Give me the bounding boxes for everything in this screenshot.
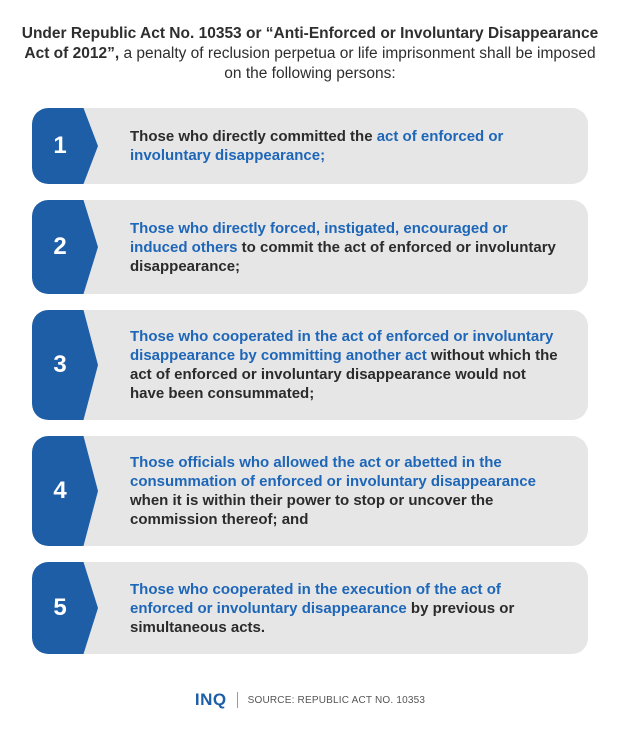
list-item xyxy=(32,310,588,420)
list-item xyxy=(32,200,588,294)
list-item xyxy=(32,108,588,184)
item-text: Those who directly forced, instigated, encouraged or induced others to commit the act of enforced or involuntary disappearance; xyxy=(130,219,556,275)
persons-list xyxy=(32,108,588,670)
item-number: 4 xyxy=(53,477,67,504)
footer xyxy=(0,690,620,710)
item-number: 2 xyxy=(53,233,67,260)
item-number: 5 xyxy=(53,594,67,621)
list-item xyxy=(32,562,588,654)
intro-text xyxy=(20,24,600,84)
intro-rest: a penalty of reclusion perpetua or life imprisonment shall be imposed on the following persons: xyxy=(119,45,596,82)
item-text: Those who directly committed the act of enforced or involuntary disappearance; xyxy=(130,128,504,164)
inq-logo: INQ xyxy=(194,690,227,709)
item-text: Those who cooperated in the act of enforced or involuntary disappearance by committing another act without which the act of enforced or involuntary disappearance would not have been consummated; xyxy=(130,328,558,402)
intro-bold: Under Republic Act No. 10353 or “Anti-Enforced or Involuntary Disappearance Act of 2012”, xyxy=(21,25,599,62)
item-number: 3 xyxy=(53,351,67,378)
item-number: 1 xyxy=(53,132,67,159)
item-text: Those officials who allowed the act or abetted in the consummation of enforced or involuntary disappearance when it is within their power to stop or uncover the commission thereof; and xyxy=(130,454,536,528)
item-text: Those who cooperated in the execution of the act of enforced or involuntary disappearance by previous or simultaneous acts. xyxy=(130,580,515,636)
footer-divider xyxy=(237,692,238,708)
list-item xyxy=(32,436,588,546)
source-text: SOURCE: REPUBLIC ACT NO. 10353 xyxy=(247,694,426,706)
